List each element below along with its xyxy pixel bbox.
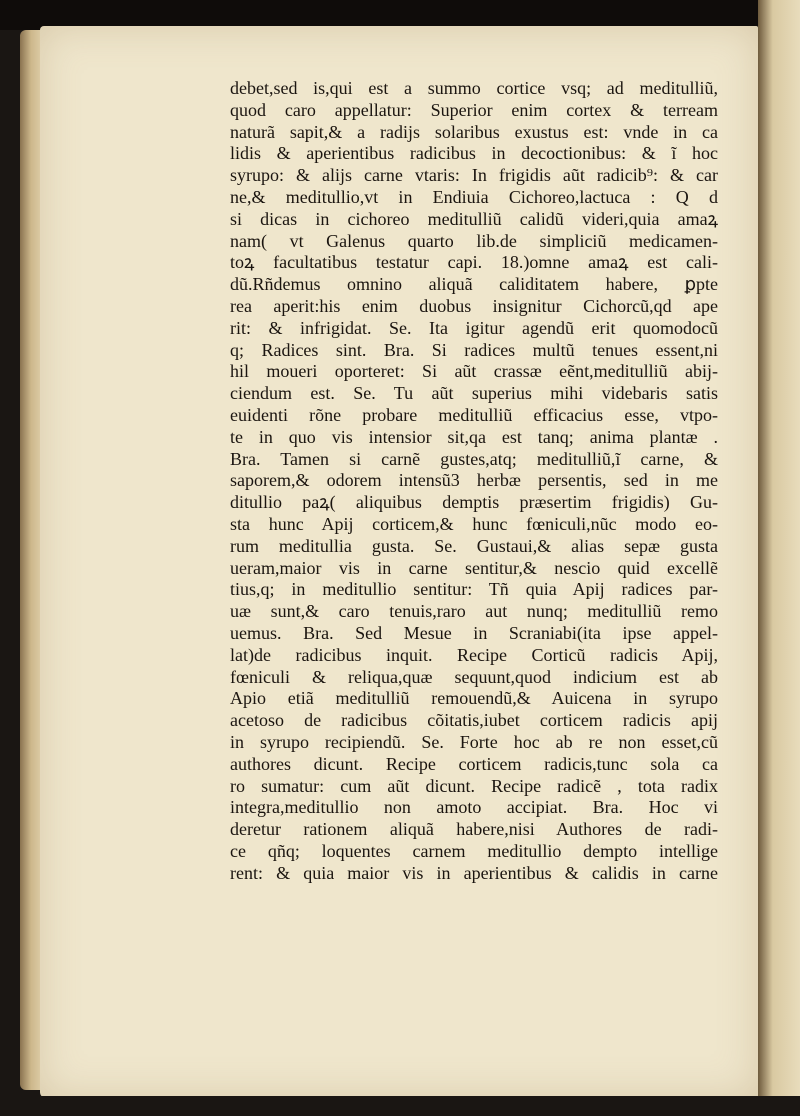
text-line: nam( vt Galenus quarto lib.de simpliciũ medicamen- bbox=[230, 230, 718, 251]
text-line: ueram,maior vis in carne sentitur,& nescio quid excellẽ bbox=[230, 557, 718, 578]
text-line: naturã sapit,& a radijs solaribus exustus est: vnde in ca bbox=[230, 121, 718, 142]
page-text-block bbox=[230, 78, 718, 884]
text-line: uæ sunt,& caro tenuis,raro aut nunq; meditulliũ remo bbox=[230, 601, 718, 622]
text-line: integra,meditullio non amoto accipiat. Bra. Hoc vi bbox=[230, 797, 718, 818]
text-line: dũ.Rñdemus omnino aliquã caliditatem habere, ꝑpte bbox=[230, 274, 718, 295]
text-line: authores dicunt. Recipe corticem radicis,tunc sola ca bbox=[230, 753, 718, 774]
text-line: euidenti rõne probare meditulliũ efficacius esse, vtpo- bbox=[230, 404, 718, 425]
text-line: saporem,& odorem intensũ3 herbæ persentis, sed in me bbox=[230, 470, 718, 491]
text-line: fœniculi & reliqua,quæ sequunt,quod indicium est ab bbox=[230, 666, 718, 687]
text-line: rent: & quia maior vis in aperientibus & calidis in carne bbox=[230, 862, 718, 883]
text-line: rum meditullia gusta. Se. Gustaui,& alias sepæ gusta bbox=[230, 535, 718, 556]
text-line: sta hunc Apij corticem,& hunc fœniculi,nũc modo eo- bbox=[230, 513, 718, 534]
text-line: ce qñq; loquentes carnem meditullio dempto intellige bbox=[230, 840, 718, 861]
text-line: uemus. Bra. Sed Mesue in Scraniabi(ita ipse appel- bbox=[230, 622, 718, 643]
text-line: hil moueri oporteret: Si aũt crassæ eẽnt,meditulliũ abij- bbox=[230, 361, 718, 382]
text-line: si dicas in cichoreo meditulliũ calidũ videri,quia amaꝝ bbox=[230, 208, 718, 229]
text-line: q; Radices sint. Bra. Si radices multũ tenues essent,ni bbox=[230, 339, 718, 360]
text-line: ditullio paꝝ( aliquibus demptis præsertim frigidis) Gu- bbox=[230, 492, 718, 513]
text-line: deretur rationem aliquã habere,nisi Authores de radi- bbox=[230, 819, 718, 840]
scan-background-bottom bbox=[0, 1096, 800, 1116]
text-line: ne,& meditullio,vt in Endiuia Cichoreo,lactuca : Q d bbox=[230, 186, 718, 207]
text-line: rit: & infrigidat. Se. Ita igitur agendũ erit quomodocũ bbox=[230, 317, 718, 338]
text-line: lidis & aperientibus radicibus in decoctionibus: & ĩ hoc bbox=[230, 143, 718, 164]
text-line: ro sumatur: cum aũt dicunt. Recipe radicẽ , tota radix bbox=[230, 775, 718, 796]
text-line: Bra. Tamen si carnẽ gustes,atq; meditulliũ,ĩ carne, & bbox=[230, 448, 718, 469]
text-line: syrupo: & alijs carne vtaris: In frigidis aũt radicib⁹: & car bbox=[230, 165, 718, 186]
text-line: Apio etiã meditulliũ remouendũ,& Auicena in syrupo bbox=[230, 688, 718, 709]
text-line: lat)de radicibus inquit. Recipe Corticũ radicis Apij, bbox=[230, 644, 718, 665]
text-line: debet,sed is,qui est a summo cortice vsq; ad meditulliũ, bbox=[230, 78, 718, 98]
text-line: toꝝ facultatibus testatur capi. 18.)omne amaꝝ est cali- bbox=[230, 252, 718, 273]
text-line: quod caro appellatur: Superior enim cortex & terream bbox=[230, 99, 718, 120]
text-line: acetoso de radicibus cõitatis,iubet corticem radicis apij bbox=[230, 710, 718, 731]
text-line: tius,q; in meditullio sentitur: Tñ quia Apij radices par- bbox=[230, 579, 718, 600]
text-line: ciendum est. Se. Tu aũt superius mihi videbaris satis bbox=[230, 383, 718, 404]
text-line: rea aperit:his enim duobus insignitur Cichorcũ,qd ape bbox=[230, 295, 718, 316]
facing-page-edge bbox=[758, 0, 800, 1116]
text-line: in syrupo recipiendũ. Se. Forte hoc ab re non esset,cũ bbox=[230, 731, 718, 752]
text-line: te in quo vis intensior sit,qa est tanq; anima plantæ . bbox=[230, 426, 718, 447]
